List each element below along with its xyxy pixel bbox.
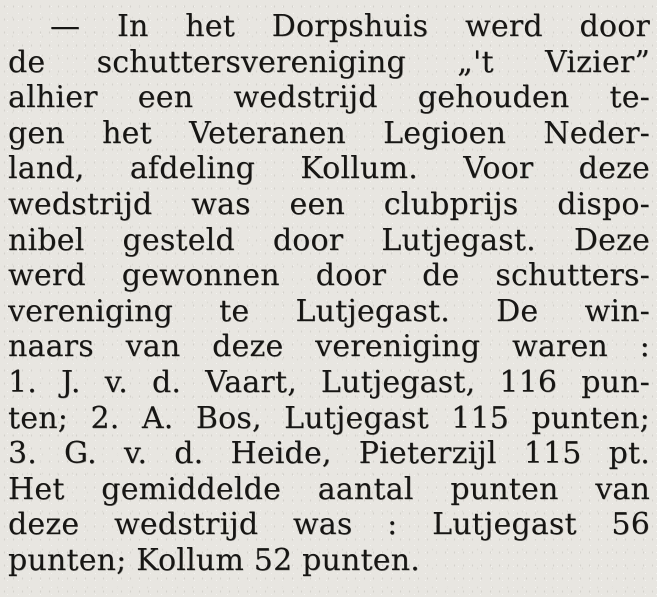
article-line: gen het Veteranen Legioen Neder-	[8, 115, 650, 151]
article-line: land, afdeling Kollum. Voor deze	[8, 151, 650, 187]
article-line: — In het Dorpshuis werd door	[50, 9, 650, 44]
article-line: wedstrijd was een clubprijs dispo-	[8, 186, 650, 222]
article-line: punten; Kollum 52 punten.	[8, 542, 421, 578]
article-line: 1. J. v. d. Vaart, Lutjegast, 116 pun-	[8, 364, 650, 400]
article-line: nibel gesteld door Lutjegast. Deze	[8, 222, 650, 258]
article-line: Het gemiddelde aantal punten van	[8, 471, 650, 507]
article-line: 3. G. v. d. Heide, Pieterzijl 115 pt.	[8, 436, 650, 472]
article-line: ten; 2. A. Bos, Lutjegast 115 punten;	[8, 400, 650, 436]
article-line: deze wedstrijd was : Lutjegast 56	[8, 507, 650, 543]
article-line: werd gewonnen door de schutters-	[8, 258, 650, 294]
article-line: naars van deze vereniging waren :	[8, 329, 650, 365]
article-line: de schuttersvereniging „'t Vizier”	[8, 44, 650, 80]
article-line: alhier een wedstrijd gehouden te-	[8, 80, 650, 116]
article-line: vereniging te Lutjegast. De win-	[8, 293, 650, 329]
